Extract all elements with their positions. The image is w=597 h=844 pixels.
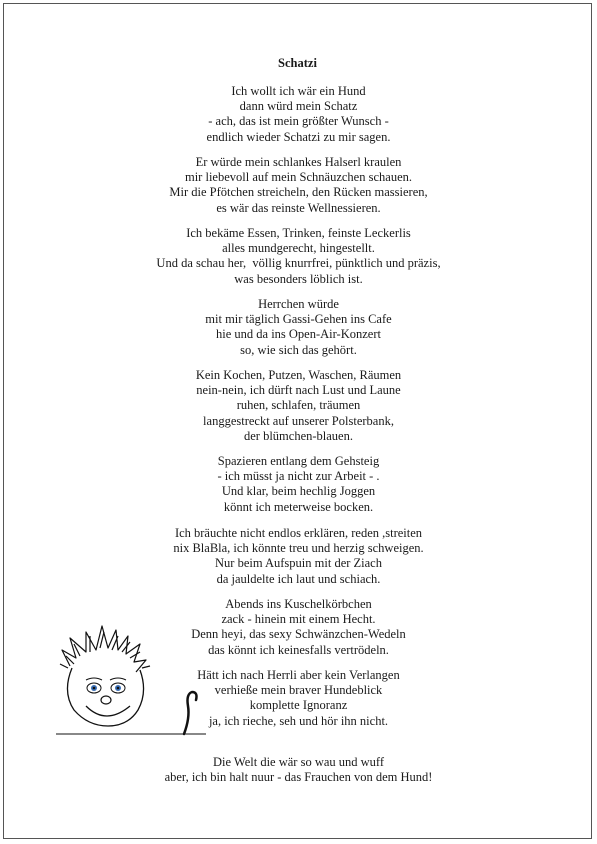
poem-line: Abends ins Kuschelkörbchen [225,597,372,611]
poem-line: Ich bekäme Essen, Trinken, feinste Leckerlis [186,226,411,240]
poem-line: was besonders löblich ist. [234,271,363,286]
stanza-4 [4,297,593,358]
poem-line: Mir die Pfötchen streicheln, den Rücken massieren, [169,185,428,200]
mouth-icon [86,706,130,716]
poem-line: aber, ich bin halt nuur - das Frauchen von dem Hund! [164,770,433,785]
poem-line: langgestreckt auf unserer Polsterbank, [203,413,394,428]
poem-line: - ich müsst ja nicht zur Arbeit - . [217,469,380,484]
poem-line: Herrchen würde [258,297,339,311]
poem-line: mir liebevoll auf mein Schnäuzchen schauen. [184,170,412,185]
poem-line: Spazieren entlang dem Gehsteig [217,454,380,468]
poem-line: da jauldelte ich laut und schiach. [216,571,381,586]
poem-line: Und klar, beim hechlig Joggen [221,484,376,499]
stanza-6 [4,454,593,515]
stanza-7 [4,526,593,587]
poem-line: nix BlaBla, ich könnte treu und herzig schweigen. [173,541,424,556]
poem-line: - ach, das ist mein größter Wunsch - [208,114,389,129]
poem-line: nein-nein, ich dürft nach Lust und Laune [196,383,401,398]
poem-line: komplette Ignoranz [249,698,348,713]
stanza-2 [4,155,593,216]
poem-line: Er würde mein schlankes Halserl kraulen [195,155,402,169]
poem-line: das könnt ich keinesfalls vertrödeln. [208,642,389,657]
poem-line: ruhen, schlafen, träumen [236,398,361,413]
head-outline-icon [67,668,143,726]
poem-line: Ich bräuchte nicht endlos erklären, reden ,streiten [174,526,423,540]
poem-line: alles mundgerecht, hingestellt. [222,241,375,256]
poem-line: verhieße mein braver Hundeblick [214,683,383,698]
poem-page [3,3,592,839]
eyes-icon [86,678,126,693]
poem-line: Ich wollt ich wär ein Hund [231,84,366,98]
nose-icon [101,696,111,704]
poem-line: Hätt ich nach Herrli aber kein Verlangen [197,668,400,682]
poem-line: mit mir täglich Gassi-Gehen ins Cafe [205,312,392,327]
stanza-3 [4,226,593,287]
poem-line: zack - hinein mit einem Hecht. [221,612,376,627]
poem-line: dann würd mein Schatz [239,99,358,114]
spiky-hair-icon [60,626,150,672]
poem-line: Die Welt die wär so wau und wuff [212,755,385,769]
stanza-5 [4,368,593,444]
poem-line: Denn heyi, das sexy Schwänzchen-Wedeln [191,627,406,642]
poem-line: es wär das reinste Wellnessieren. [216,200,381,215]
poem-line: Kein Kochen, Putzen, Waschen, Räumen [195,368,402,382]
poem-title: Schatzi [278,56,317,70]
poem-line: der blümchen-blauen. [244,428,353,443]
tail-icon [184,692,197,734]
poem-line: hie und da ins Open-Air-Konzert [216,327,381,342]
poem-line: könnt ich meterweise bocken. [223,499,374,514]
stanza-1 [4,84,593,145]
poem-line: Und da schau her, völlig knurrfrei, pünktlich und präzis, [156,256,441,271]
stanza-10 [4,755,593,785]
cartoon-face-illustration [56,622,256,737]
poem-line: Nur beim Aufspuin mit der Ziach [215,556,382,571]
poem-line: so, wie sich das gehört. [240,342,357,357]
poem-line: ja, ich rieche, seh und hör ihn nicht. [208,713,389,728]
poem-line: endlich wieder Schatzi zu mir sagen. [206,129,391,144]
